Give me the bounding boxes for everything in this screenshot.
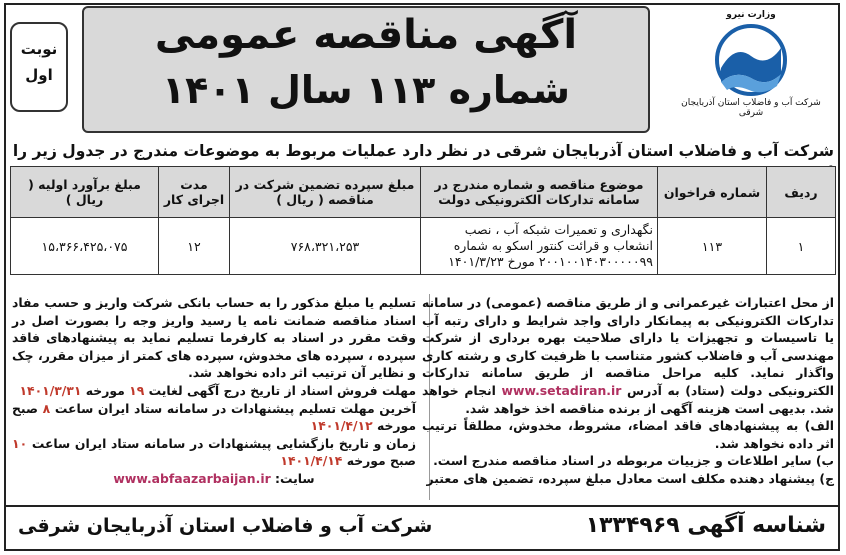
cell-radif: ۱ (767, 218, 836, 275)
left-column-text (12, 294, 416, 488)
submit-deadline-text: آخرین مهلت تسلیم پیشنهادات در سامانه ستاد ایران ساعت (54, 400, 416, 416)
submit-deadline-hour: ۸ (42, 400, 51, 416)
submit-deadline (12, 400, 416, 435)
sale-deadline-text: مهلت فروش اسناد از تاریخ درج آگهی لغایت (148, 382, 416, 398)
cell-farakhan: ۱۱۳ (658, 218, 767, 275)
opening-time (12, 435, 416, 470)
header-estimate: مبلغ برآورد اولیه ( ریال ) (11, 167, 159, 218)
notice-number: شماره ۱۱۳ سال ۱۴۰۱ (161, 68, 571, 112)
cell-subject: نگهداری و تعمیرات شبکه آب ، نصب انشعاب و قرائت کنتور اسکو به شماره ۲۰۰۱۰۰۱۴۰۳۰۰۰۰۰۹۹ مورخ ۱۴۰۱/۳/۲۳ (421, 218, 658, 275)
water-drop-logo-icon (705, 22, 797, 98)
tender-table (10, 166, 836, 275)
submit-deadline-mid: صبح مورخه (12, 400, 416, 434)
cell-duration: ۱۲ (159, 218, 230, 275)
right-paragraph-main (422, 294, 834, 417)
ad-id: شناسه آگهی ۱۳۳۴۹۶۹ (585, 513, 826, 538)
header-deposit: مبلغ سپرده تضمین شرکت در مناقصه ( ریال ) (230, 167, 421, 218)
opening-time-mid: صبح مورخه (346, 453, 416, 469)
submit-deadline-date: ۱۴۰۱/۴/۱۲ (310, 418, 373, 434)
header-duration: مدت اجرای کار (159, 167, 230, 218)
website-label: سایت: (275, 470, 315, 486)
sale-deadline-hour: ۱۹ (129, 382, 145, 398)
header-radif: ردیف (767, 167, 836, 218)
table-header-row (11, 167, 836, 218)
setad-link[interactable]: www.setadiran.ir (501, 382, 622, 398)
cell-estimate: ۱۵،۳۶۶،۴۲۵،۰۷۵ (11, 218, 159, 275)
header-subject: موضوع مناقصه و شماره مندرج در سامانه تدارکات الکترونیکی دولت (421, 167, 658, 218)
footer-company-name: شرکت آب و فاضلاب استان آذربایجان شرقی (18, 515, 433, 537)
header-farakhan: شماره فراخوان (658, 167, 767, 218)
notice-title: آگهی مناقصه عمومی (154, 12, 578, 58)
nobat-box (10, 22, 68, 112)
table-row (11, 218, 836, 275)
right-paragraph-body: از محل اعتبارات غیرعمرانی و از طریق مناقصه (عمومی) در سامانه تدارکات الکترونیکی به پیمانکار دارای واجد شرایط و دارای رتبه آب یا تاسیسات و تجهیزات یا دارای صلاحیت بهره برداری از شرکت مهندسی آب و فاضلاب کشور متناسب با ظرفیت کاری و رشته کاری واگذار نماید. کلیه مراحل مناقصه از طریق سامانه تدارکات الکترونیکی دولت (ستاد) به آدرس (422, 295, 834, 398)
left-paragraph-main: تسلیم یا مبلغ مذکور را به حساب بانکی شرکت واریز و حسب مفاد اسناد مناقصه ضمانت نامه یا رسید واریز وجه را بصورت اصل در وقت مقرر در اسناد به کارفرما تسلیم نماید به پیشنهادهای فاقد سپرده ، سپرده های مخدوش، سپرده های کمتر از میزان مقرر، چک و نظایر آن ترتیب اثر داده نخواهد شد. (12, 295, 416, 381)
footer-bar (4, 505, 840, 551)
sale-deadline (12, 382, 416, 400)
opening-time-text: زمان و تاریخ بازگشایی پیشنهادات در سامانه ستاد ایران ساعت (31, 435, 416, 451)
nobat-label: نوبت (20, 40, 58, 58)
opening-time-date: ۱۴۰۱/۴/۱۴ (280, 453, 343, 469)
company-logo (676, 10, 826, 130)
website-line (12, 470, 416, 488)
logo-company-name: شرکت آب و فاضلاب استان آذربایجان شرقی (681, 98, 821, 118)
website-link[interactable]: www.abfaazarbaijan.ir (113, 470, 271, 486)
clause-alef: الف) به پیشنهادهای فاقد امضاء، مشروط، مخدوش، مطلقاً ترتیب اثر داده نخواهد شد. (422, 418, 834, 451)
right-column-text (422, 294, 834, 488)
right-paragraph-tail: انجام خواهد شد. بدیهی است هزینه آگهی از برنده مناقصه اخذ خواهد شد. (422, 382, 834, 416)
sale-deadline-mid: مورخه (85, 382, 125, 398)
title-banner (82, 6, 650, 133)
intro-sentence: شرکت آب و فاضلاب استان آذربایجان شرقی در نظر دارد عملیات مربوط به موضوعات مندرج در جدول زیر را (12, 142, 834, 160)
opening-time-hour: ۱۰ (12, 435, 28, 451)
sale-deadline-date: ۱۴۰۱/۳/۳۱ (19, 382, 82, 398)
clause-be: ب) سایر اطلاعات و جزییات مربوطه در اسناد مناقصه مندرج است. (433, 453, 834, 469)
clause-jim: ج) پیشنهاد دهنده مکلف است معادل مبلغ سپرده، تضمین های معتبر (426, 470, 834, 486)
ministry-label: وزارت نیرو (726, 10, 776, 20)
cell-deposit: ۷۶۸،۳۲۱،۲۵۳ (230, 218, 421, 275)
nobat-value: اول (25, 66, 53, 84)
